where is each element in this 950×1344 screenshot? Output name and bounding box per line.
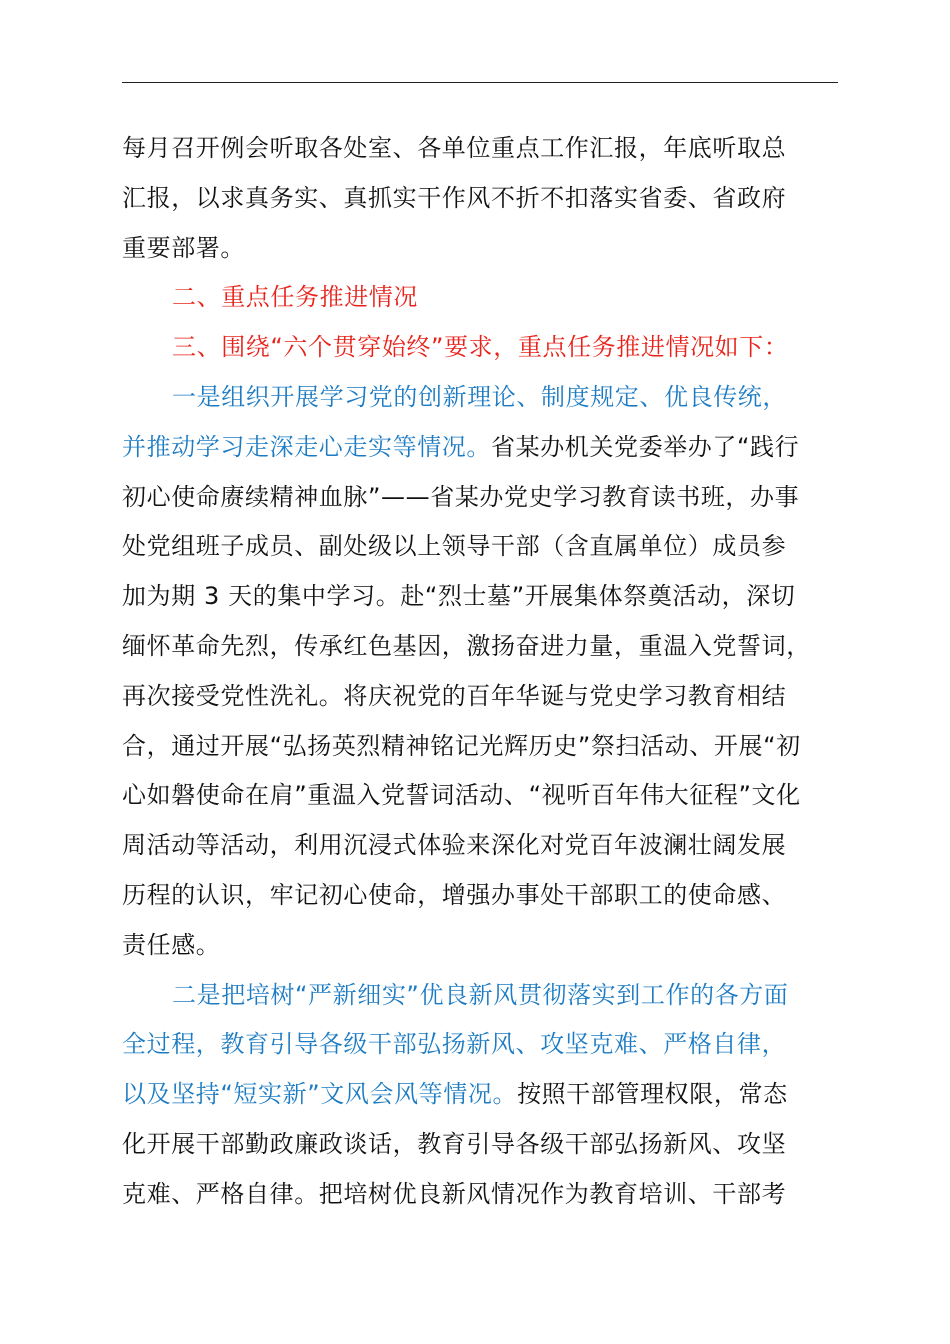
paragraph-line: 汇报，以求真务实、真抓实干作风不折不扣落实省委、省政府 — [122, 183, 787, 212]
paragraph-line: 周活动等活动，利用沉浸式体验来深化对党百年波澜壮阔发展 — [122, 831, 787, 860]
paragraph-line: 化开展干部勤政廉政谈话，教育引导各级干部弘扬新风、攻坚 — [122, 1129, 787, 1158]
paragraph-line: 历程的认识，牢记初心使命，增强办事处干部职工的使命感、 — [122, 880, 787, 909]
section-heading-3: 三、围绕“六个贯穿始终”要求，重点任务推进情况如下： — [172, 333, 789, 362]
section-heading-2: 二、重点任务推进情况 — [172, 283, 418, 312]
paragraph-line: 责任感。 — [122, 930, 221, 959]
paragraph-line: 合，通过开展“弘扬英烈精神铭记光辉历史”祭扫活动、开展“初 — [122, 731, 801, 760]
highlight-text: 并推动学习走深走心走实等情况。 — [122, 432, 491, 461]
paragraph-line: 每月召开例会听取各处室、各单位重点工作汇报，年底听取总 — [122, 134, 787, 162]
paragraph-line: 重要部署。 — [122, 233, 245, 262]
mixed-line — [122, 423, 840, 473]
paragraph-line: 心如磐使命在肩”重温入党誓词活动、“视听百年伟大征程”文化 — [122, 781, 801, 810]
header-rule — [122, 82, 838, 83]
paragraph-line: 再次接受党性洗礼。将庆祝党的百年华诞与党史学习教育相结 — [122, 681, 787, 710]
paragraph-line: 加为期 3 天的集中学习。赴“烈士墓”开展集体祭奠活动，深切 — [122, 582, 796, 611]
body-text: 省某办机关党委举办了“践行 — [491, 432, 800, 461]
highlight-line: 全过程，教育引导各级干部弘扬新风、攻坚克难、严格自律， — [122, 1030, 787, 1059]
highlight-line: 二是把培树“严新细实”优良新风贯彻落实到工作的各方面 — [172, 980, 789, 1009]
paragraph-line: 初心使命赓续精神血脉”——省某办党史学习教育读书班，办事 — [122, 482, 800, 511]
highlight-line: 一是组织开展学习党的创新理论、制度规定、优良传统， — [172, 382, 787, 411]
highlight-text: 以及坚持“短实新”文风会风等情况。 — [122, 1080, 518, 1109]
document-body — [122, 124, 840, 1220]
paragraph-line: 缅怀革命先烈，传承红色基因，激扬奋进力量，重温入党誓词， — [122, 631, 811, 660]
mixed-line — [122, 1070, 840, 1120]
paragraph-line: 处党组班子成员、副处级以上领导干部（含直属单位）成员参 — [122, 532, 787, 561]
body-text: 按照干部管理权限，常态 — [517, 1080, 788, 1109]
paragraph-line: 克难、严格自律。把培树优良新风情况作为教育培训、干部考 — [122, 1179, 787, 1208]
